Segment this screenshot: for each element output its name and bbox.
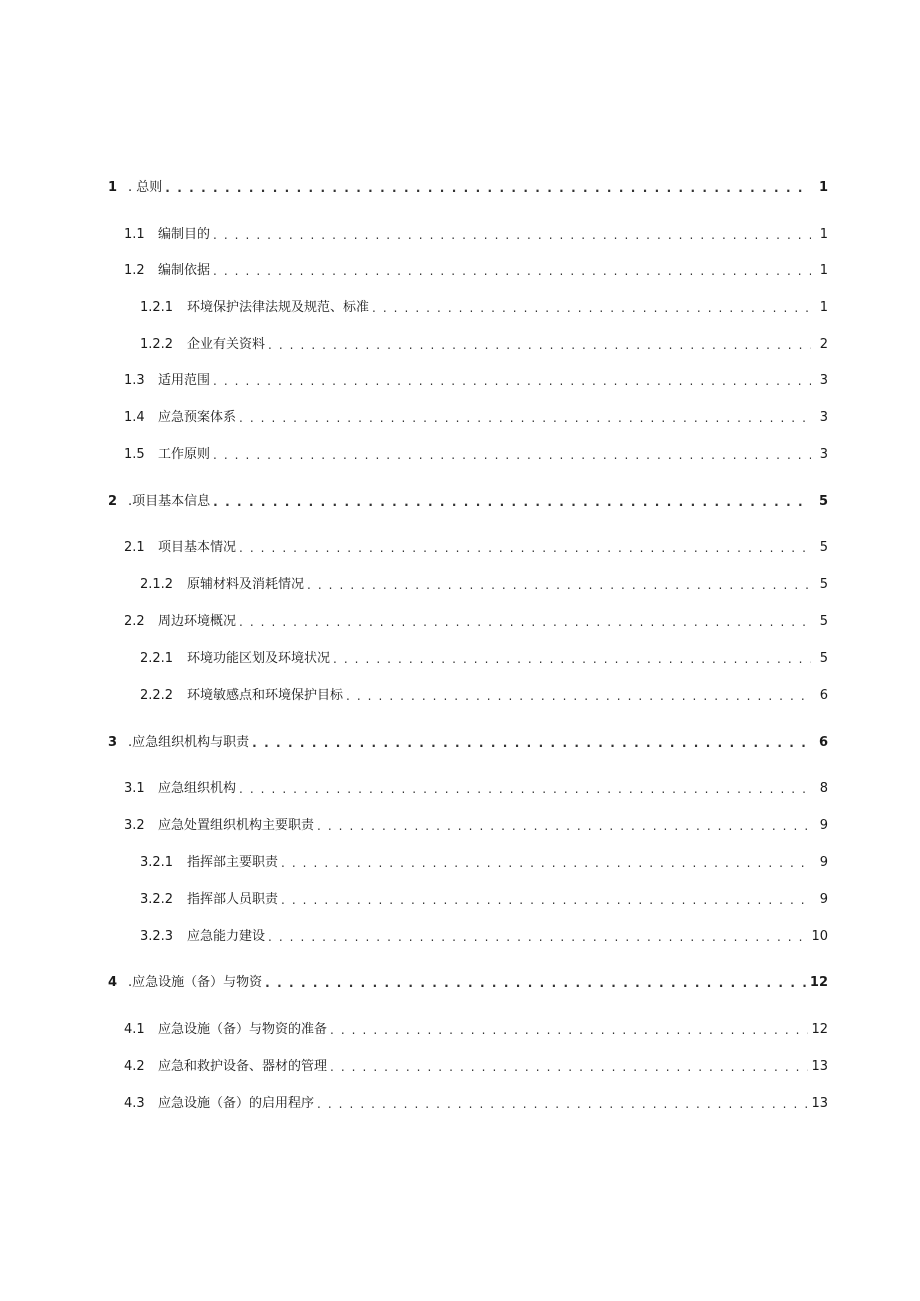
toc-title: . 总则	[128, 180, 163, 195]
toc-number: 3.2.3	[140, 929, 174, 944]
toc-page-number: 5	[819, 614, 828, 629]
toc-entry-3-2-2[interactable]	[0, 890, 920, 910]
toc-entry-4[interactable]	[0, 973, 920, 993]
toc-number: 1.4	[124, 410, 145, 425]
dot-leader	[268, 927, 808, 947]
toc-title: 编制目的	[158, 227, 211, 242]
toc-number: 3.1	[124, 781, 145, 796]
dot-leader	[307, 575, 811, 595]
toc-entry-2-1-2[interactable]	[0, 575, 920, 595]
toc-title: .应急组织机构与职责	[128, 735, 250, 750]
toc-title: 应急设施（备）的启用程序	[158, 1096, 315, 1111]
toc-title: 指挥部人员职责	[187, 892, 279, 907]
toc-page-number: 1	[819, 227, 828, 242]
dot-leader	[330, 1057, 808, 1077]
toc-number: 2.2.1	[140, 651, 174, 666]
toc-page-number: 6	[819, 688, 828, 703]
toc-number: 1.2.1	[140, 300, 174, 315]
toc-page-number: 8	[819, 781, 828, 796]
dot-leader	[213, 445, 811, 465]
toc-entry-1-2[interactable]	[0, 261, 920, 281]
toc-entry-2-2-1[interactable]	[0, 649, 920, 669]
toc-number: 1.3	[124, 373, 145, 388]
toc-entry-4-1[interactable]	[0, 1020, 920, 1040]
toc-entry-1-1[interactable]	[0, 225, 920, 245]
dot-leader	[165, 178, 811, 198]
toc-title: 工作原则	[158, 447, 211, 462]
dot-leader	[252, 733, 811, 753]
toc-page-number: 1	[819, 300, 828, 315]
toc-title: 企业有关资料	[187, 337, 266, 352]
toc-entry-2-1[interactable]	[0, 538, 920, 558]
toc-page-number: 9	[819, 892, 828, 907]
toc-page-number: 5	[819, 651, 828, 666]
toc-title: 环境保护法律法规及规范、标准	[187, 300, 370, 315]
toc-entry-1-2-2[interactable]	[0, 335, 920, 355]
toc-number: 1	[108, 180, 118, 195]
toc-number: 1.2.2	[140, 337, 174, 352]
toc-page-number: 5	[819, 577, 828, 592]
dot-leader	[239, 612, 811, 632]
dot-leader	[265, 973, 807, 993]
toc-entry-1[interactable]	[0, 178, 920, 198]
toc-number: 4.2	[124, 1059, 145, 1074]
dot-leader	[213, 261, 811, 281]
toc-title: .项目基本信息	[128, 494, 211, 509]
dot-leader	[333, 649, 811, 669]
dot-leader	[372, 298, 811, 318]
dot-leader	[268, 335, 811, 355]
toc-page-number: 3	[819, 373, 828, 388]
toc-entry-3[interactable]	[0, 733, 920, 753]
toc-page-number: 10	[811, 929, 828, 944]
toc-page-number: 9	[819, 818, 828, 833]
dot-leader	[213, 225, 811, 245]
toc-entry-2-2-2[interactable]	[0, 686, 920, 706]
toc-title: .应急设施（备）与物资	[128, 975, 263, 990]
toc-number: 3.2	[124, 818, 145, 833]
toc-page-number: 6	[818, 735, 828, 750]
toc-number: 2.1	[124, 540, 145, 555]
toc-page-number: 12	[809, 975, 828, 990]
toc-page-number: 2	[819, 337, 828, 352]
toc-number: 2.1.2	[140, 577, 174, 592]
toc-number: 4.3	[124, 1096, 145, 1111]
toc-number: 1.2	[124, 263, 145, 278]
toc-entry-2-2[interactable]	[0, 612, 920, 632]
toc-page-number: 13	[811, 1096, 828, 1111]
toc-number: 3.2.2	[140, 892, 174, 907]
dot-leader	[281, 853, 811, 873]
toc-entry-4-3[interactable]	[0, 1094, 920, 1114]
dot-leader	[213, 492, 811, 512]
dot-leader	[346, 686, 811, 706]
toc-entry-4-2[interactable]	[0, 1057, 920, 1077]
toc-page-number: 3	[819, 410, 828, 425]
toc-number: 3.2.1	[140, 855, 174, 870]
dot-leader	[317, 1094, 808, 1114]
toc-page-number: 9	[819, 855, 828, 870]
toc-title: 应急设施（备）与物资的准备	[158, 1022, 328, 1037]
toc-number: 4.1	[124, 1022, 145, 1037]
toc-number: 2.2.2	[140, 688, 174, 703]
toc-title: 项目基本情况	[158, 540, 237, 555]
dot-leader	[330, 1020, 808, 1040]
toc-title: 环境功能区划及环境状况	[187, 651, 331, 666]
toc-title: 应急预案体系	[158, 410, 237, 425]
dot-leader	[281, 890, 811, 910]
toc-number: 2.2	[124, 614, 145, 629]
toc-entry-1-5[interactable]	[0, 445, 920, 465]
dot-leader	[317, 816, 811, 836]
toc-number: 4	[108, 975, 118, 990]
toc-title: 环境敏感点和环境保护目标	[187, 688, 344, 703]
toc-number: 3	[108, 735, 118, 750]
dot-leader	[239, 538, 811, 558]
toc-title: 编制依据	[158, 263, 211, 278]
toc-entry-3-2-1[interactable]	[0, 853, 920, 873]
toc-entry-1-4[interactable]	[0, 408, 920, 428]
toc-title: 应急和救护设备、器材的管理	[158, 1059, 328, 1074]
toc-entry-1-2-1[interactable]	[0, 298, 920, 318]
toc-page-number: 5	[818, 494, 828, 509]
toc-title: 周边环境概况	[158, 614, 237, 629]
toc-number: 2	[108, 494, 118, 509]
dot-leader	[213, 371, 811, 391]
toc-page-number: 12	[811, 1022, 828, 1037]
toc-entry-3-1[interactable]	[0, 779, 920, 799]
dot-leader	[239, 408, 811, 428]
toc-page-number: 5	[819, 540, 828, 555]
toc-entry-2[interactable]	[0, 492, 920, 512]
toc-title: 指挥部主要职责	[187, 855, 279, 870]
toc-entry-3-2[interactable]	[0, 816, 920, 836]
toc-number: 1.1	[124, 227, 145, 242]
toc-page-number: 13	[811, 1059, 828, 1074]
dot-leader	[239, 779, 811, 799]
toc-number: 1.5	[124, 447, 145, 462]
toc-title: 应急处置组织机构主要职责	[158, 818, 315, 833]
toc-title: 原辅材料及消耗情况	[187, 577, 305, 592]
toc-entry-3-2-3[interactable]	[0, 927, 920, 947]
toc-entry-1-3[interactable]	[0, 371, 920, 391]
toc-title: 应急能力建设	[187, 929, 266, 944]
toc-page-number: 3	[819, 447, 828, 462]
toc-page-number: 1	[818, 180, 828, 195]
toc-title: 适用范围	[158, 373, 211, 388]
toc-page-number: 1	[819, 263, 828, 278]
toc-title: 应急组织机构	[158, 781, 237, 796]
